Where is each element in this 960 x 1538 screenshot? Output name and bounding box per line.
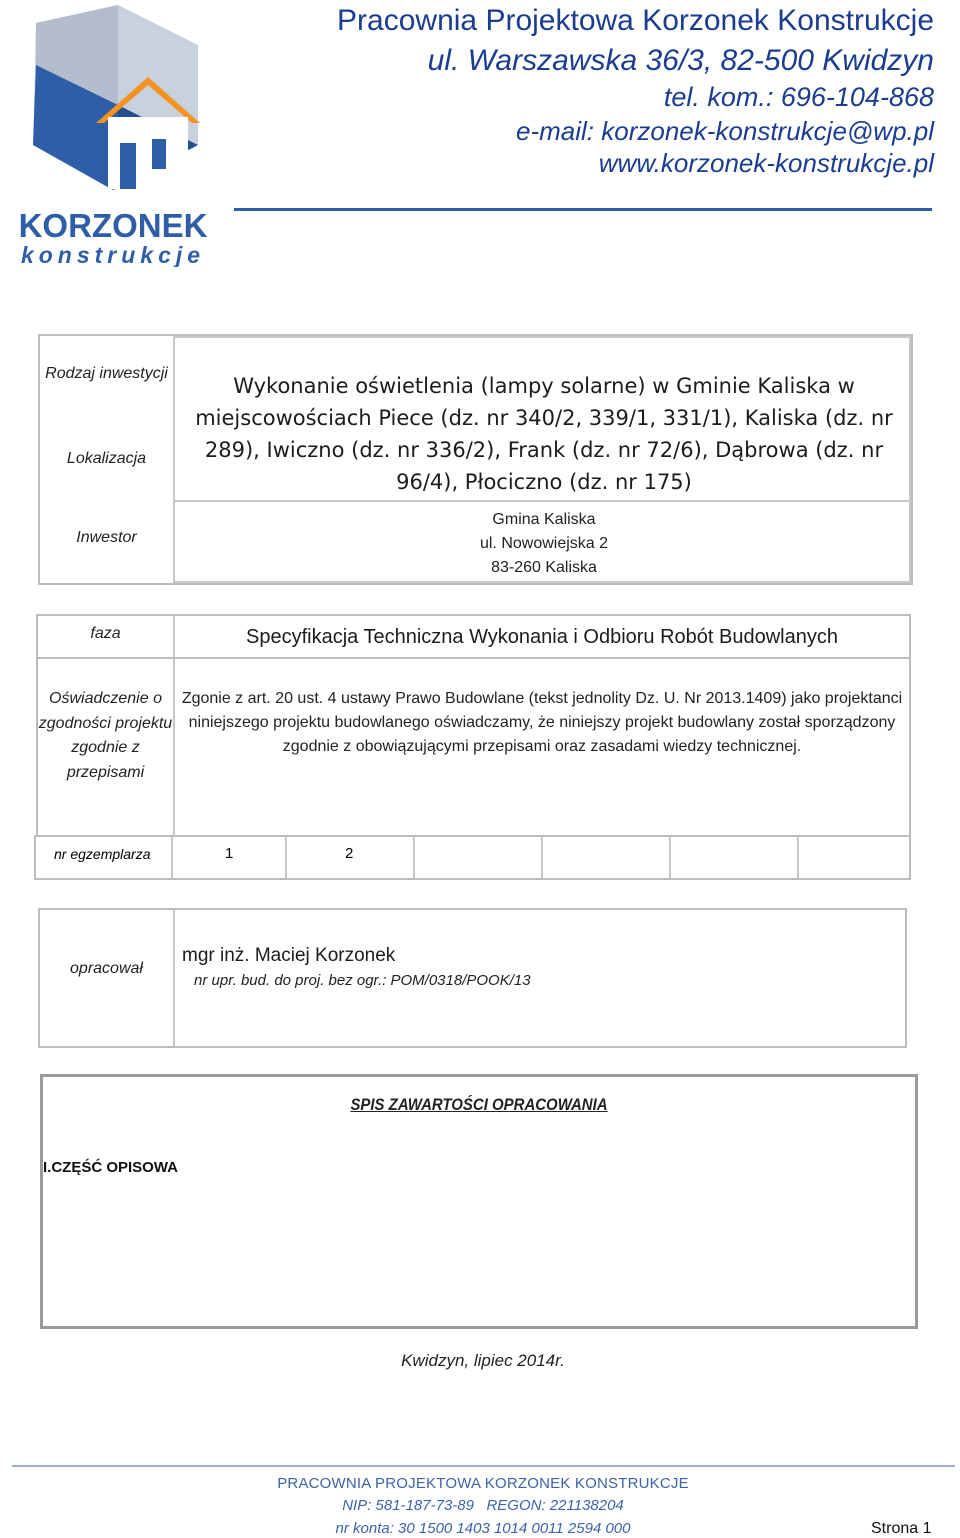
- copy-cell: [541, 837, 669, 878]
- author-row: [38, 908, 907, 1048]
- investor-street: ul. Nowowiejska 2: [479, 535, 609, 552]
- author-divider: [173, 910, 175, 1046]
- header-divider: [234, 208, 932, 211]
- place-date: Kwidzyn, lipiec 2014r.: [401, 1351, 565, 1370]
- logo-door: [120, 143, 136, 189]
- company-logo: [8, 5, 218, 267]
- footer-account: nr konta: 30 1500 1403 1014 0011 2594 000: [335, 1520, 631, 1537]
- label-copies: nr egzemplarza: [54, 846, 151, 862]
- contents-section: I.CZĘŚĆ OPISOWA: [43, 1159, 179, 1176]
- investment-info-table: [38, 334, 913, 585]
- company-name: Pracownia Projektowa Korzonek Konstrukcje: [337, 4, 934, 37]
- author-name: mgr inż. Maciej Korzonek: [182, 945, 396, 966]
- copy-cell: [413, 837, 541, 878]
- label-phase: faza: [90, 625, 121, 642]
- contents-title: SPIS ZAWARTOŚCI OPRACOWANIA: [350, 1095, 608, 1114]
- investor-details: [180, 508, 908, 580]
- company-phone: tel. kom.: 696-104-868: [663, 82, 934, 112]
- copy-number-2: 2: [345, 845, 354, 862]
- copy-cell: [285, 837, 413, 878]
- footer-company: PRACOWNIA PROJEKTOWA KORZONEK KONSTRUKCJE: [277, 1475, 689, 1492]
- investment-description: Wykonanie oświetlenia (lampy solarne) w Gminie Kaliska w miejscowościach Piece (dz. nr 340/2, 339/1, 331/1), Kaliska (dz. nr 289), Iwiczno (dz. nr 336/2), Frank (dz. nr 72/6), Dąbrowa (dz. nr 96/4), Płociczno (dz. nr 175): [195, 374, 893, 494]
- footer-divider: [12, 1465, 955, 1467]
- copy-cell: [797, 837, 909, 878]
- declaration-text: Zgonie z art. 20 ust. 4 ustawy Prawo Budowlane (tekst jednolity Dz. U. Nr 2013.1409) jako projektanci niniejszego projektu budowlanego oświadczamy, że niniejszy projekt budowlany został sporządzony zgodnie z obowiązującymi przepisami oraz zasadami wiedzy technicznej.: [181, 690, 903, 755]
- logo-window: [152, 139, 166, 169]
- footer-ids: NIP: 581-187-73-89 REGON: 221138204: [342, 1497, 624, 1514]
- label-location: Lokalizacja: [66, 450, 147, 467]
- phase-value: Specyfikacja Techniczna Wykonania i Odbioru Robót Budowlanych: [245, 626, 838, 648]
- company-address: ul. Warszawska 36/3, 82-500 Kwidzyn: [427, 44, 934, 77]
- copy-cell: [669, 837, 797, 878]
- company-website: www.korzonek-konstrukcje.pl: [598, 148, 934, 178]
- label-divider: [173, 336, 175, 583]
- investor-name: Gmina Kaliska: [492, 511, 596, 528]
- investor-city: 83-260 Kaliska: [491, 559, 597, 576]
- company-email: e-mail: korzonek-konstrukcje@wp.pl: [516, 116, 934, 146]
- label-declaration: Oświadczenie o zgodności projektu zgodnie z przepisami: [38, 690, 173, 781]
- phase-row: [36, 614, 911, 659]
- logo-wordmark: KORZONEK: [18, 207, 208, 244]
- page-number: Strona 1: [871, 1520, 932, 1537]
- copy-cell: [171, 837, 285, 878]
- contents-box: [40, 1074, 918, 1329]
- declaration-row: [36, 657, 911, 839]
- copies-row: [34, 835, 911, 880]
- label-investor: Inwestor: [76, 529, 137, 546]
- label-author: opracował: [70, 960, 143, 977]
- logo-tagline: konstrukcje: [20, 242, 206, 267]
- author-permission: nr upr. bud. do proj. bez ogr.: POM/0318/POOK/13: [194, 972, 531, 989]
- label-investment-type: Rodzaj inwestycji: [45, 365, 168, 382]
- copy-number-1: 1: [225, 845, 234, 862]
